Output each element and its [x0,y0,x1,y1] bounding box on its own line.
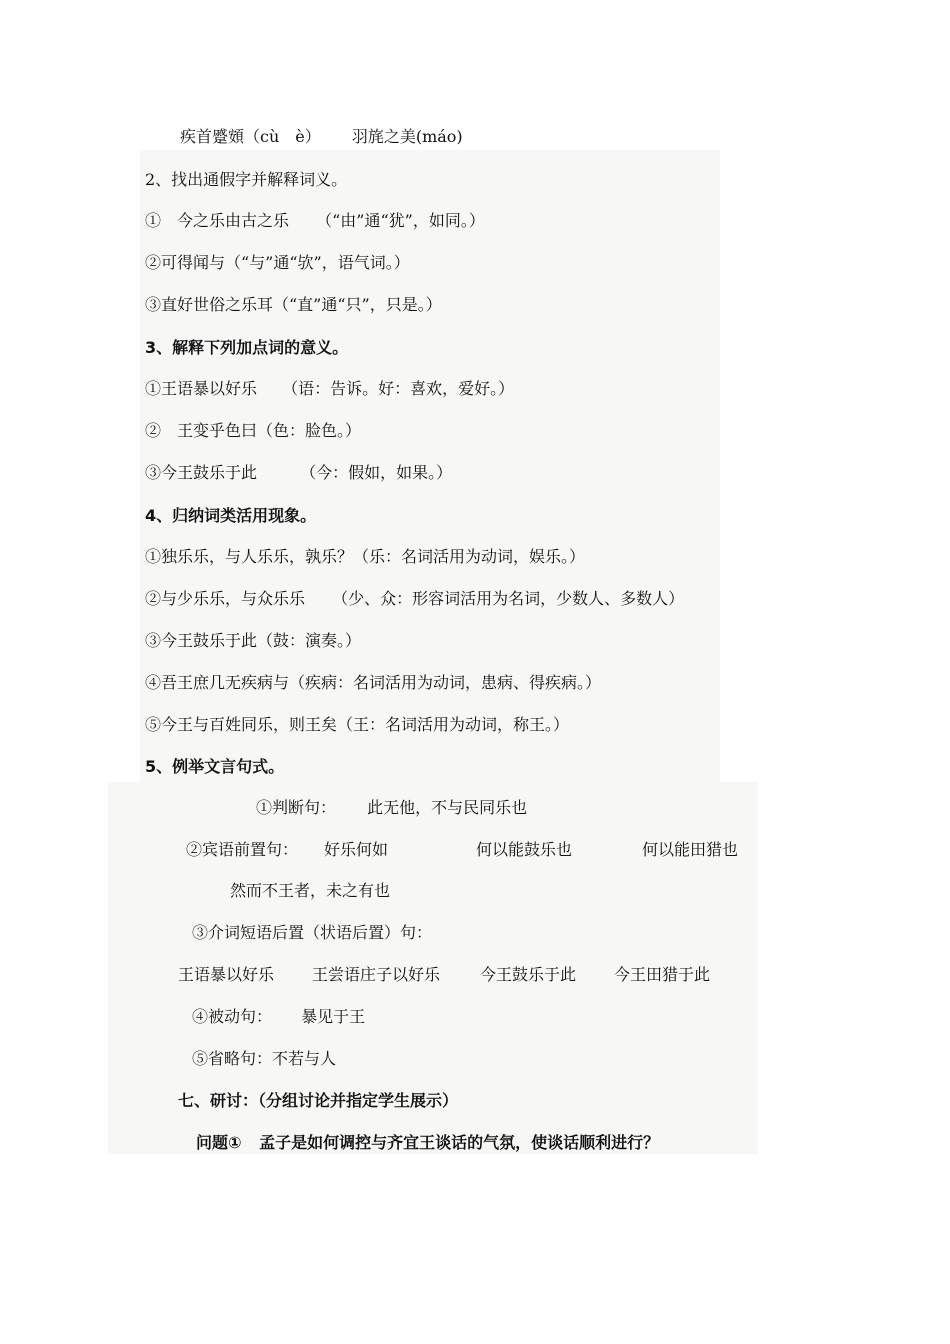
line-2-2: ②可得闻与（“与”通“欤”，语气词。） [145,253,410,272]
line-4-1: ①独乐乐，与人乐乐，孰乐？（乐：名词活用为动词，娱乐。） [145,547,586,566]
postposition-example-2: 王尝语庄子以好乐 [312,965,441,984]
line-3-3-note: （今：假如，如果。） [300,463,453,482]
line-4-5: ⑤今王与百姓同乐，则王矣（王：名词活用为动词，称王。） [145,715,570,734]
line-4-2-text: ②与少乐乐，与众乐乐 [145,589,306,608]
line-1 [180,127,463,147]
line-4-4: ④吾王庶几无疾病与（疾病：名词活用为动词，患病、得疾病。） [145,673,602,692]
line-3-1-text: ①王语暴以好乐 [145,379,258,398]
object-preposed-example-3: 何以能田猎也 [642,840,739,859]
postposition-example-3: 今王鼓乐于此 [480,965,577,984]
line-2-1 [145,211,485,231]
line-5-3-examples [178,965,738,985]
line-4-2 [145,589,684,609]
line-3-1-note: （语：告诉。好：喜欢，爱好。） [282,379,515,398]
postposition-example-4: 今王田猎于此 [614,965,711,984]
pronunciation-1: 疾首蹙頞（cù è） [180,127,321,146]
line-4-3: ③今王鼓乐于此（鼓：演奏。） [145,631,362,650]
passive-label: ④被动句： [192,1007,273,1026]
line-4-2-note: （少、众：形容词活用为名词，少数人、多数人） [332,589,685,608]
line-3-2: ② 王变乎色曰（色：脸色。） [145,421,362,440]
passive-example: 暴见于王 [301,1007,366,1026]
section-2-heading: 2、找出通假字并解释词义。 [145,170,348,189]
question-1-text: 孟子是如何调控与齐宜王谈话的气氛，使谈话顺利进行？ [259,1133,660,1152]
line-5-2 [186,840,756,860]
object-preposed-example-2: 何以能鼓乐也 [476,840,573,859]
line-5-2b: 然而不王者，未之有也 [230,881,391,900]
line-3-3 [145,463,452,483]
line-2-1-note: （“由”通“犹”，如同。） [316,211,485,230]
judgment-example: 此无他，不与民同乐也 [367,798,528,817]
section-7-heading: 七、研讨：（分组讨论并指定学生展示） [178,1091,459,1110]
line-5-3: ③介词短语后置（状语后置）句： [192,923,433,942]
question-1 [196,1133,659,1153]
section-4-heading: 4、归纳词类活用现象。 [145,506,317,525]
line-2-3: ③直好世俗之乐耳（“直”通“只”，只是。） [145,295,442,314]
object-preposed-label: ②宾语前置句： [186,840,299,859]
postposition-example-1: 王语暴以好乐 [178,965,275,984]
line-5-1 [256,798,527,818]
question-1-label: 问题① [196,1133,242,1152]
pronunciation-2: 羽旄之美(máo) [351,127,463,146]
line-2-1-text: ① 今之乐由古之乐 [145,211,290,230]
object-preposed-example-1: 好乐何如 [324,840,389,859]
section-3-heading: 3、解释下列加点词的意义。 [145,338,349,357]
line-3-1 [145,379,514,399]
line-5-4 [192,1007,365,1027]
line-3-3-text: ③今王鼓乐于此 [145,463,258,482]
section-5-heading: 5、例举文言句式。 [145,757,285,776]
line-5-5: ⑤省略句：不若与人 [192,1049,337,1068]
judgment-label: ①判断句： [256,798,337,817]
